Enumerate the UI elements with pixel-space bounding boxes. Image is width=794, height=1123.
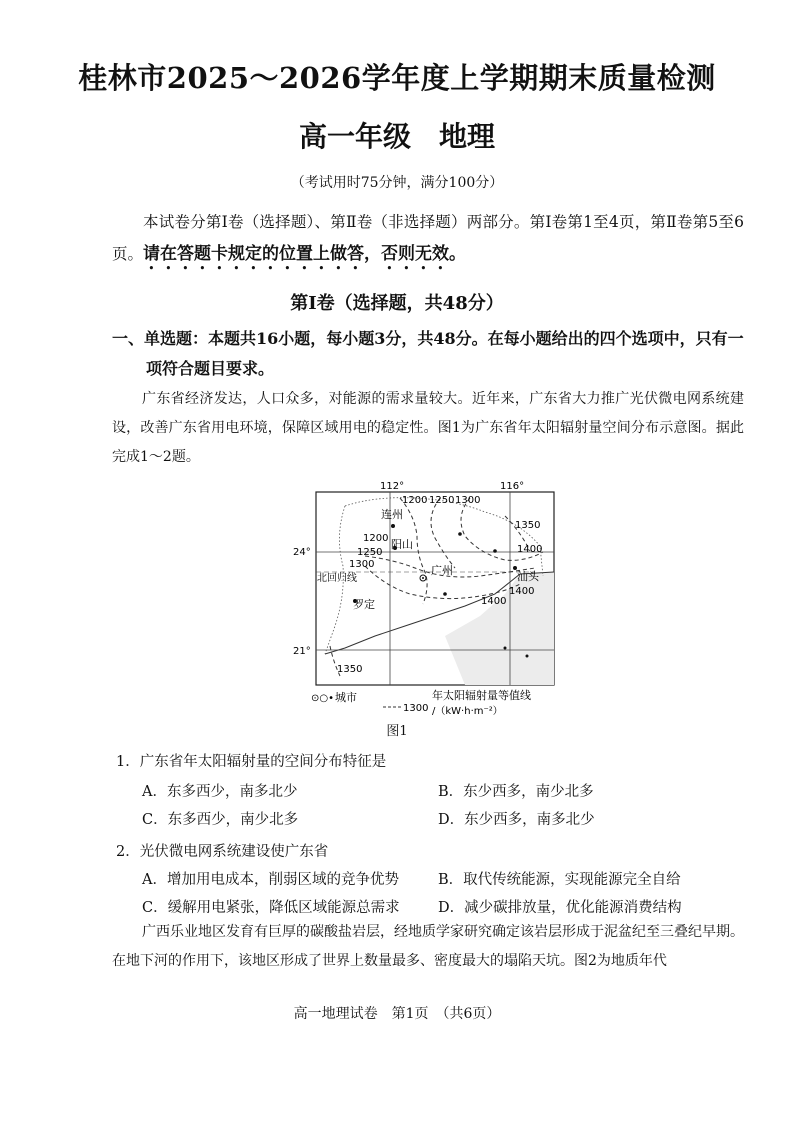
exam-subtitle: 高一年级 地理 (298, 120, 495, 153)
solar-radiation-map (293, 476, 565, 721)
exam-instructions (112, 206, 744, 274)
isoline-label: 1200 (363, 533, 389, 544)
figure-1-map (293, 476, 565, 736)
place-luoding: 罗定 (353, 598, 375, 611)
isoline-label: 1300 (455, 495, 481, 506)
q2-option-c: C．缓解用电紧张，降低区域能源总需求 (142, 900, 400, 916)
part1-title: 第Ⅰ卷（选择题，共48分） (290, 293, 504, 314)
question-1-stem: 1．广东省年太阳辐射量的空间分布特征是 (116, 754, 387, 770)
question-2 (116, 840, 682, 916)
place-shantou: 汕头 (517, 570, 539, 583)
q2-option-d: D．减少碳排放量，优化能源消费结构 (438, 900, 682, 916)
place-guangzhou: 广州 (431, 564, 453, 577)
place-yangshan: 阳山 (391, 538, 413, 551)
legend-city-symbol: ⊙○• (311, 693, 335, 704)
figure-1-caption: 图1 (386, 724, 408, 739)
legend-isoline-value: 1300 (403, 703, 429, 714)
q2-option-a: A．增加用电成本，削弱区域的竞争优势 (142, 872, 399, 888)
q1-option-a: A．东多西少，南多北少 (142, 784, 298, 800)
passage-2: 广西乐业地区发育有巨厚的碳酸盐岩层，经地质学家研究确定该岩层形成于泥盆纪至三叠纪早期。在地下河的作用下，该地区形成了世界上数量最多、密度最大的塌陷天坑。图2为地质年代 (112, 924, 744, 969)
q1-option-b: B．东少西多，南少北多 (438, 784, 594, 800)
tropic-label: 北回归线 (317, 573, 357, 584)
lon-label-112: 112° (380, 481, 405, 492)
lat-label-21: 21° (293, 646, 311, 657)
lon-label-116: 116° (500, 481, 525, 492)
isoline-label: 1250 (357, 547, 383, 558)
passage-1: 广东省经济发达，人口众多，对能源的需求量较大。近年来，广东省大力推广光伏微电网系统建设，改善广东省用电环境，保障区域用电的稳定性。图1为广东省年太阳辐射量空间分布示意图。据此完成1～2题。 (112, 391, 744, 465)
legend-isoline-unit: /（kW·h·m⁻²） (432, 706, 503, 717)
isoline-label: 1400 (481, 596, 507, 607)
isoline-label: 1200 (402, 495, 428, 506)
lat-label-24: 24° (293, 547, 311, 558)
question-1 (116, 750, 595, 828)
instructions-emphasis: 请在答题卡规定的位置上做答，否则无效。 (143, 244, 467, 264)
isoline-label: 1400 (517, 544, 543, 555)
section1-heading: 一、单选题：本题共16小题，每小题3分，共48分。在每小题给出的四个选项中，只有一项符合题目要求。 (112, 329, 744, 378)
isoline-label: 1250 (429, 495, 455, 506)
q1-option-d: D．东少西多，南多北少 (438, 812, 595, 828)
city-dot-lianzhou (391, 524, 395, 528)
question-2-stem: 2．光伏微电网系统建设使广东省 (116, 844, 329, 860)
isoline-label: 1350 (515, 520, 541, 531)
place-lianzhou: 连州 (381, 508, 403, 521)
q1-option-c: C．东多西少，南少北多 (142, 812, 299, 828)
isoline-label: 1300 (349, 559, 375, 570)
legend-city-label: 城市 (335, 691, 357, 704)
exam-title: 桂林市2025～2026学年度上学期期末质量检测 (78, 61, 716, 95)
page-footer: 高一地理试卷 第1页 （共6页） (293, 1006, 501, 1022)
isoline-label: 1350 (337, 664, 363, 675)
instructions-text: 本试卷分第Ⅰ卷（选择题）、第Ⅱ卷（非选择题）两部分。第Ⅰ卷第1至4页，第Ⅱ卷第5至6页。 (112, 213, 744, 263)
exam-time-note: （考试用时75分钟，满分100分） (290, 175, 504, 191)
q2-option-b: B．取代传统能源，实现能源完全自给 (438, 872, 681, 888)
isoline-label: 1400 (509, 586, 535, 597)
legend-isoline-label: 年太阳辐射量等值线 (432, 689, 531, 702)
